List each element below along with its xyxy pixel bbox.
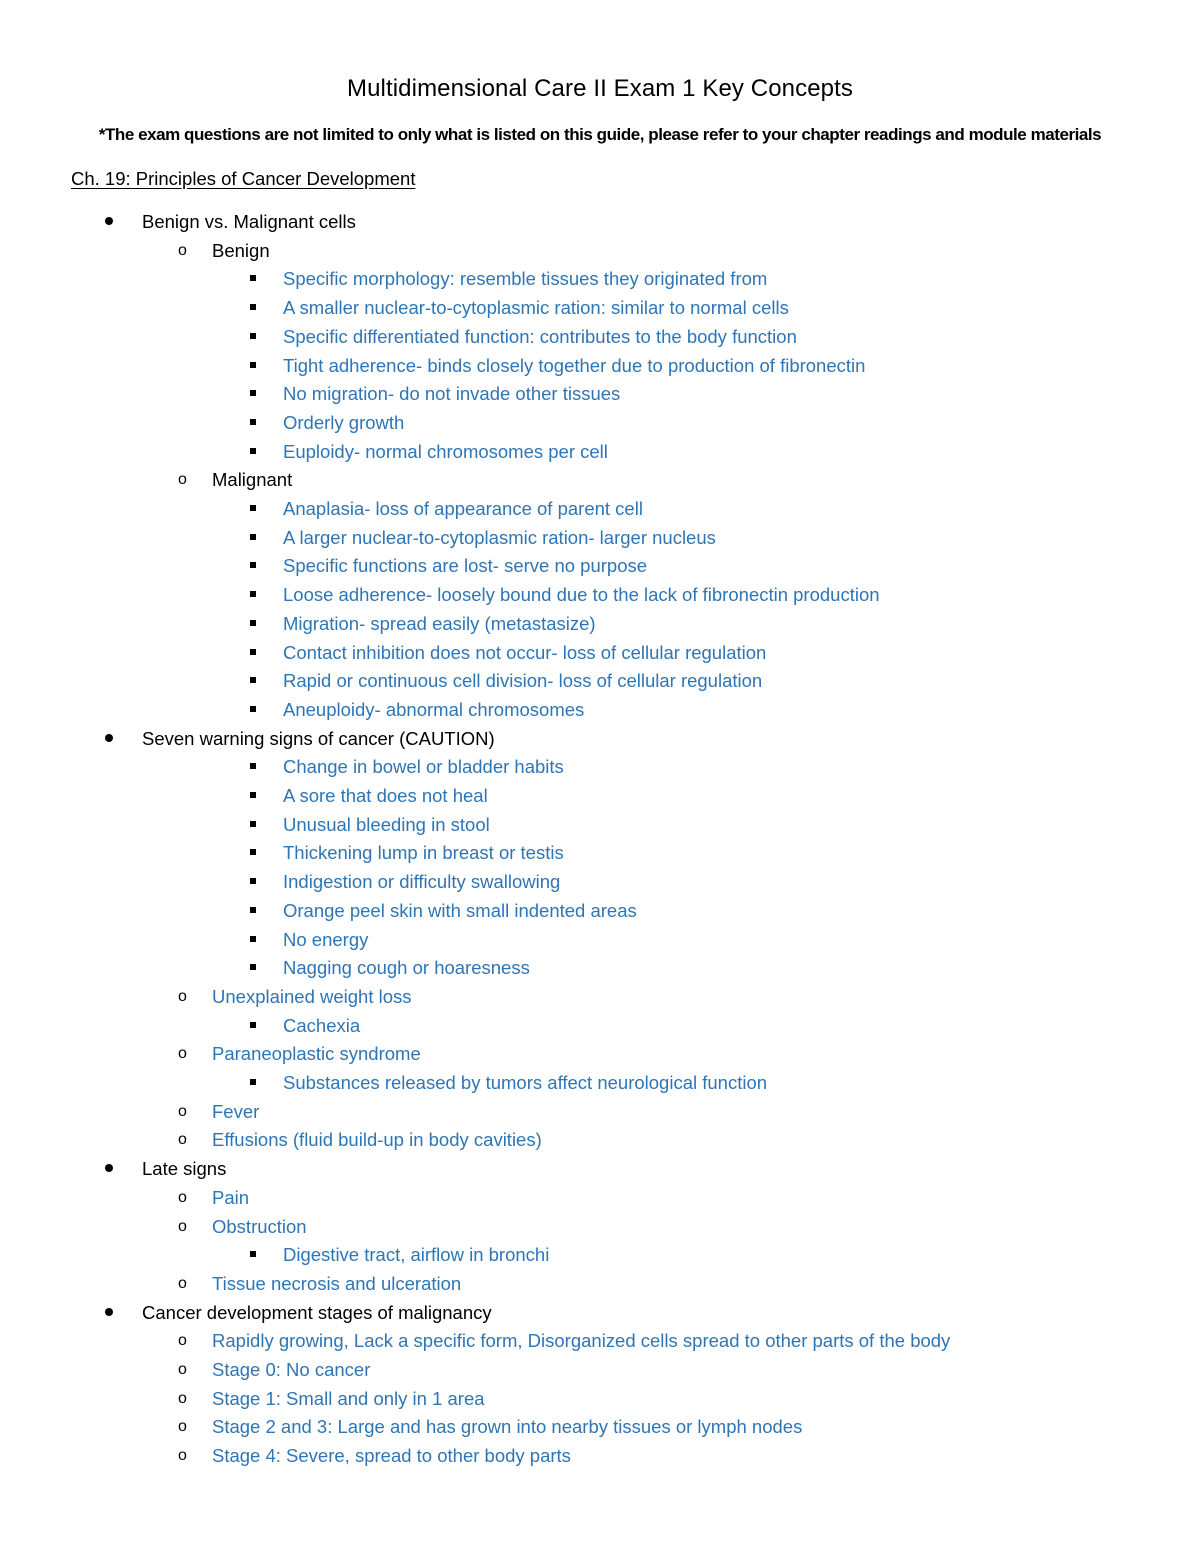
outline-item [0,752,1200,781]
filled-square-bullet-icon [250,505,256,511]
hollow-o-bullet-icon: o [178,987,187,1005]
outline-item-text: Paraneoplastic syndrome [212,1043,421,1065]
filled-square-bullet-icon [250,275,256,281]
filled-square-bullet-icon [250,849,256,855]
outline-item [0,724,1200,753]
outline-item-text: Rapidly growing, Lack a specific form, Disorganized cells spread to other parts of the body [212,1330,951,1352]
hollow-o-bullet-icon: o [178,1217,187,1235]
filled-square-bullet-icon [250,677,256,683]
outline-item-text: Stage 0: No cancer [212,1359,371,1380]
outline-item-text: Benign vs. Malignant cells [142,211,356,232]
outline-item [0,523,1200,552]
outline-item-text: A smaller nuclear-to-cytoplasmic ration: similar to normal cells [283,297,789,319]
outline-item-text: Specific differentiated function: contributes to the body function [283,325,797,347]
filled-square-bullet-icon [250,907,256,913]
outline-item-text: No migration- do not invade other tissues [283,383,621,405]
outline-item [0,781,1200,810]
outline-item [0,1326,1200,1355]
filled-square-bullet-icon [250,419,256,425]
outline-item [0,1011,1200,1040]
outline-item-text: Orderly growth [283,411,405,433]
outline-item-text: Malignant [212,469,293,491]
outline-item-text: Stage 2 and 3: Large and has grown into nearby tissues or lymph nodes [212,1416,803,1438]
outline-item [0,925,1200,954]
outline-item [0,379,1200,408]
outline-item-text: Euploidy- normal chromosomes per cell [283,440,608,462]
outline-item [0,810,1200,839]
outline-item [0,1183,1200,1212]
filled-square-bullet-icon [250,620,256,626]
outline-item [0,1068,1200,1097]
hollow-o-bullet-icon: o [178,1188,187,1206]
outline-item-text: Substances released by tumors affect neurological function [283,1072,768,1093]
outline-item [0,638,1200,667]
exam-note: *The exam questions are not limited to only what is listed on this guide, please refer to your chapter readings and module materials [98,125,1102,144]
filled-square-bullet-icon [250,964,256,970]
outline-item-text: Seven warning signs of cancer (CAUTION) [142,727,495,749]
filled-square-bullet-icon [250,821,256,827]
outline-item-text: Cancer development stages of malignancy [142,1301,492,1323]
outline-item-text: Digestive tract, airflow in bronchi [283,1244,550,1266]
filled-square-bullet-icon [250,390,256,396]
outline-item [0,494,1200,523]
outline-item-text: Stage 1: Small and only in 1 area [212,1387,485,1409]
outline-item [0,1125,1200,1154]
outline-item [0,1212,1200,1241]
filled-square-bullet-icon [250,448,256,454]
filled-square-bullet-icon [250,878,256,884]
outline-item [0,1355,1200,1384]
outline-item [0,551,1200,580]
outline-item [0,236,1200,265]
outline-item [0,1039,1200,1068]
outline-item [0,695,1200,724]
outline-item [0,1154,1200,1183]
filled-square-bullet-icon [250,333,256,339]
outline-item-text: Cachexia [283,1014,361,1036]
outline-item [0,896,1200,925]
outline-item [0,322,1200,351]
outline-item-text: Tissue necrosis and ulceration [212,1272,462,1294]
outline-item-text: Pain [212,1186,250,1208]
outline-item-text: Migration- spread easily (metastasize) [283,612,596,634]
filled-circle-bullet-icon [105,1308,113,1316]
outline-item [0,838,1200,867]
hollow-o-bullet-icon: o [178,1274,187,1292]
outline-item [0,437,1200,466]
outline-item-text: A larger nuclear-to-cytoplasmic ration- larger nucleus [283,526,716,548]
filled-square-bullet-icon [250,1251,256,1257]
outline-item-text: A sore that does not heal [283,785,488,806]
outline-item [0,1097,1200,1126]
filled-square-bullet-icon [250,591,256,597]
outline-item [0,293,1200,322]
outline-item-text: Specific functions are lost- serve no purpose [283,555,648,577]
outline-item-text: Specific morphology: resemble tissues they originated from [283,268,768,290]
outline-item [0,264,1200,293]
outline-item [0,408,1200,437]
outline-item [0,465,1200,494]
outline-item-text: Aneuploidy- abnormal chromosomes [283,698,585,720]
outline-item-text: Obstruction [212,1215,307,1237]
filled-square-bullet-icon [250,534,256,540]
outline-item-text: Fever [212,1100,260,1122]
filled-square-bullet-icon [250,792,256,798]
outline-item-text: Orange peel skin with small indented areas [283,899,637,921]
outline-item [0,1441,1200,1470]
filled-square-bullet-icon [250,649,256,655]
outline-item [0,351,1200,380]
hollow-o-bullet-icon: o [178,1131,187,1149]
filled-square-bullet-icon [250,562,256,568]
filled-circle-bullet-icon [105,217,113,225]
outline-item-text: Rapid or continuous cell division- loss of cellular regulation [283,670,763,692]
outline-item [0,207,1200,236]
outline-item [0,580,1200,609]
outline-item [0,867,1200,896]
filled-square-bullet-icon [250,763,256,769]
filled-circle-bullet-icon [105,1164,113,1172]
outline-item [0,1384,1200,1413]
outline-item [0,982,1200,1011]
hollow-o-bullet-icon: o [178,1418,187,1436]
outline-item-text: Benign [212,239,270,261]
filled-square-bullet-icon [250,304,256,310]
outline-item-text: Thickening lump in breast or testis [283,842,564,864]
hollow-o-bullet-icon: o [178,1332,187,1350]
hollow-o-bullet-icon: o [178,1102,187,1120]
outline-item-text: Unusual bleeding in stool [283,813,490,835]
hollow-o-bullet-icon: o [178,1045,187,1063]
outline-item [0,1269,1200,1298]
filled-square-bullet-icon [250,362,256,368]
hollow-o-bullet-icon: o [178,1447,187,1465]
hollow-o-bullet-icon: o [178,241,187,259]
outline-item-text: Nagging cough or hoaresness [283,957,530,979]
hollow-o-bullet-icon: o [178,1389,187,1407]
outline-item-text: Contact inhibition does not occur- loss of cellular regulation [283,641,767,663]
hollow-o-bullet-icon: o [178,1361,187,1378]
filled-circle-bullet-icon [105,734,113,742]
outline-item [0,953,1200,982]
filled-square-bullet-icon [250,706,256,712]
outline-item-text: No energy [283,928,369,950]
hollow-o-bullet-icon: o [178,471,187,489]
outline-item-text: Effusions (fluid build-up in body cavities) [212,1129,542,1151]
outline-item [0,1412,1200,1441]
outline-item-text: Stage 4: Severe, spread to other body parts [212,1445,571,1467]
filled-square-bullet-icon [250,936,256,942]
outline-item-text: Anaplasia- loss of appearance of parent cell [283,498,643,519]
document-title: Multidimensional Care II Exam 1 Key Concepts [347,75,853,102]
outline-item [0,609,1200,638]
outline-item-text: Late signs [142,1158,227,1180]
chapter-heading: Ch. 19: Principles of Cancer Development [71,168,416,189]
filled-square-bullet-icon [250,1079,256,1085]
outline-item-text: Tight adherence- binds closely together due to production of fibronectin [283,354,866,376]
filled-square-bullet-icon [250,1022,256,1028]
outline-item [0,1240,1200,1269]
outline-item-text: Indigestion or difficulty swallowing [283,871,561,893]
outline-item-text: Change in bowel or bladder habits [283,756,564,778]
outline-item-text: Loose adherence- loosely bound due to the lack of fibronectin production [283,584,880,606]
outline-item [0,1298,1200,1327]
outline-item [0,666,1200,695]
outline-item-text: Unexplained weight loss [212,985,412,1007]
